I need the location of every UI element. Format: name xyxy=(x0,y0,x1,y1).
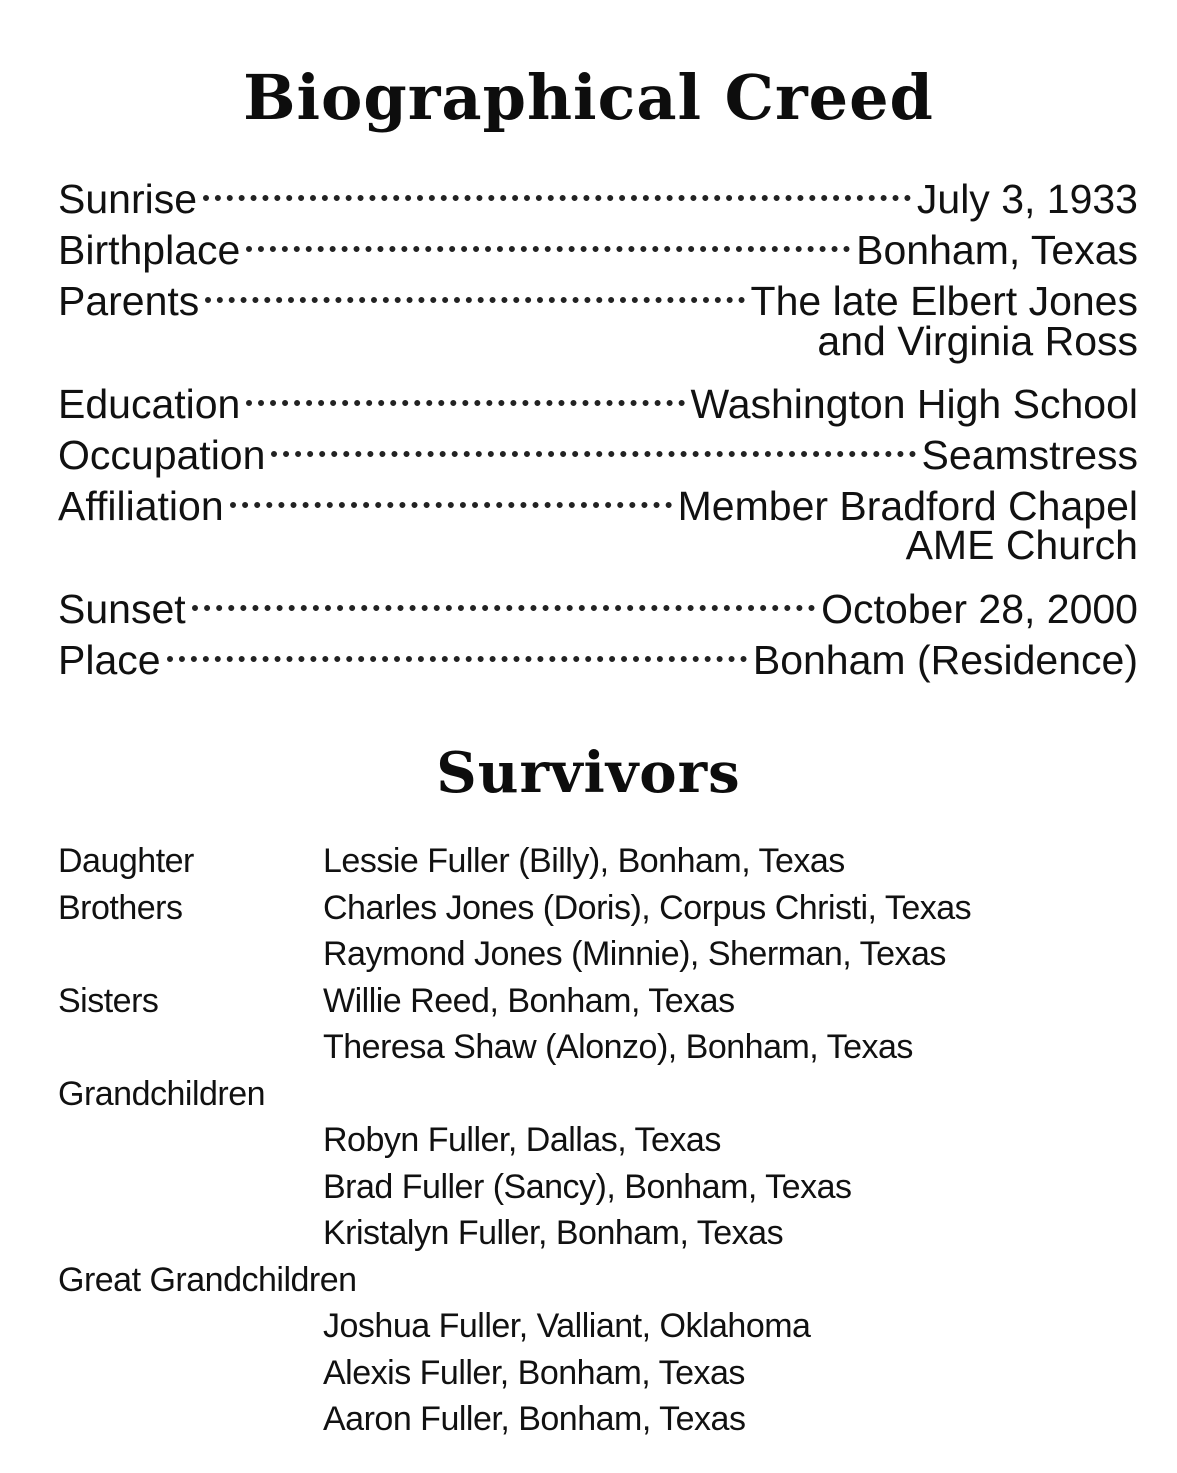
creed-value: AME Church xyxy=(905,522,1138,569)
survivor-row xyxy=(58,1210,1138,1257)
survivors-list xyxy=(58,838,1138,1443)
survivor-relation xyxy=(58,1303,323,1350)
survivor-name: Kristalyn Fuller, Bonham, Texas xyxy=(323,1214,784,1252)
survivor-name: Raymond Jones (Minnie), Sherman, Texas xyxy=(323,935,946,973)
creed-value: October 28, 2000 xyxy=(821,585,1138,632)
creed-label: Sunset xyxy=(58,585,186,632)
survivor-row xyxy=(58,1303,1138,1350)
survivor-row xyxy=(58,931,1138,978)
survivor-name: Aaron Fuller, Bonham, Texas xyxy=(323,1400,746,1438)
survivor-name xyxy=(265,1071,1138,1118)
creed-label: Parents xyxy=(58,278,200,325)
creed-value: Washington High School xyxy=(690,380,1138,427)
creed-value: Bonham, Texas xyxy=(856,227,1138,274)
creed-row-parents-continued xyxy=(58,316,1138,367)
survivor-relation: Daughter xyxy=(58,842,194,880)
survivor-name: Joshua Fuller, Valliant, Oklahoma xyxy=(323,1307,811,1345)
survivor-name: Robyn Fuller, Dallas, Texas xyxy=(323,1121,721,1159)
dot-leader xyxy=(230,469,672,520)
creed-row-sunrise xyxy=(58,162,1138,222)
survivor-name: Willie Reed, Bonham, Texas xyxy=(323,981,735,1020)
survivor-name: Theresa Shaw (Alonzo), Bonham, Texas xyxy=(323,1028,913,1066)
creed-label: Sunrise xyxy=(58,176,198,222)
creed-label: Place xyxy=(58,636,161,683)
dot-leader xyxy=(271,418,915,469)
creed-value: Bonham (Residence) xyxy=(752,636,1138,683)
survivor-name: Lessie Fuller (Billy), Bonham, Texas xyxy=(323,842,845,880)
survivor-relation xyxy=(58,1350,323,1397)
creed-label: Education xyxy=(58,380,241,427)
creed-label: Birthplace xyxy=(58,227,241,274)
creed-row-education xyxy=(58,367,1138,427)
survivor-row xyxy=(58,978,1138,1025)
survivor-row xyxy=(58,885,1138,932)
survivor-row xyxy=(58,1350,1138,1397)
biographical-creed-heading: Biographical Creed xyxy=(243,61,934,134)
survivor-relation xyxy=(58,1117,323,1164)
creed-value: Seamstress xyxy=(921,431,1138,478)
survivor-relation xyxy=(58,931,323,978)
survivor-relation: Grandchildren xyxy=(58,1074,266,1113)
survivor-row xyxy=(58,1396,1138,1443)
survivor-row xyxy=(58,1117,1138,1164)
survivor-name: Brad Fuller (Sancy), Bonham, Texas xyxy=(323,1167,852,1206)
biographical-creed-list xyxy=(58,162,1138,683)
dot-leader xyxy=(203,162,911,213)
creed-label: Occupation xyxy=(58,431,266,478)
survivor-relation: Brothers xyxy=(58,888,183,927)
creed-value: Member Bradford Chapel xyxy=(677,483,1138,530)
dot-leader xyxy=(246,213,850,264)
survivor-row xyxy=(58,1164,1138,1211)
creed-value: July 3, 1933 xyxy=(916,176,1138,222)
dot-leader xyxy=(192,572,816,623)
creed-row-sunset xyxy=(58,572,1138,632)
survivor-name xyxy=(357,1257,1138,1304)
survivor-row xyxy=(58,1024,1138,1071)
dot-leader xyxy=(205,264,744,315)
survivor-relation xyxy=(58,1164,323,1211)
dot-leader xyxy=(167,623,747,674)
survivor-row xyxy=(58,1257,1138,1304)
survivor-row xyxy=(58,838,1138,885)
creed-value: and Virginia Ross xyxy=(817,317,1138,364)
dot-leader xyxy=(246,367,684,418)
survivor-relation xyxy=(58,1396,323,1443)
survivor-relation xyxy=(58,1024,323,1071)
creed-label: Affiliation xyxy=(58,483,224,530)
survivor-relation xyxy=(58,1210,323,1257)
survivor-relation: Great Grandchildren xyxy=(58,1260,357,1299)
survivor-row xyxy=(58,1071,1138,1118)
survivor-name: Charles Jones (Doris), Corpus Christi, Texas xyxy=(323,888,972,927)
survivor-name: Alexis Fuller, Bonham, Texas xyxy=(323,1353,745,1392)
creed-value: The late Elbert Jones xyxy=(750,278,1138,325)
survivors-heading: Survivors xyxy=(436,740,741,806)
survivor-relation: Sisters xyxy=(58,981,159,1020)
